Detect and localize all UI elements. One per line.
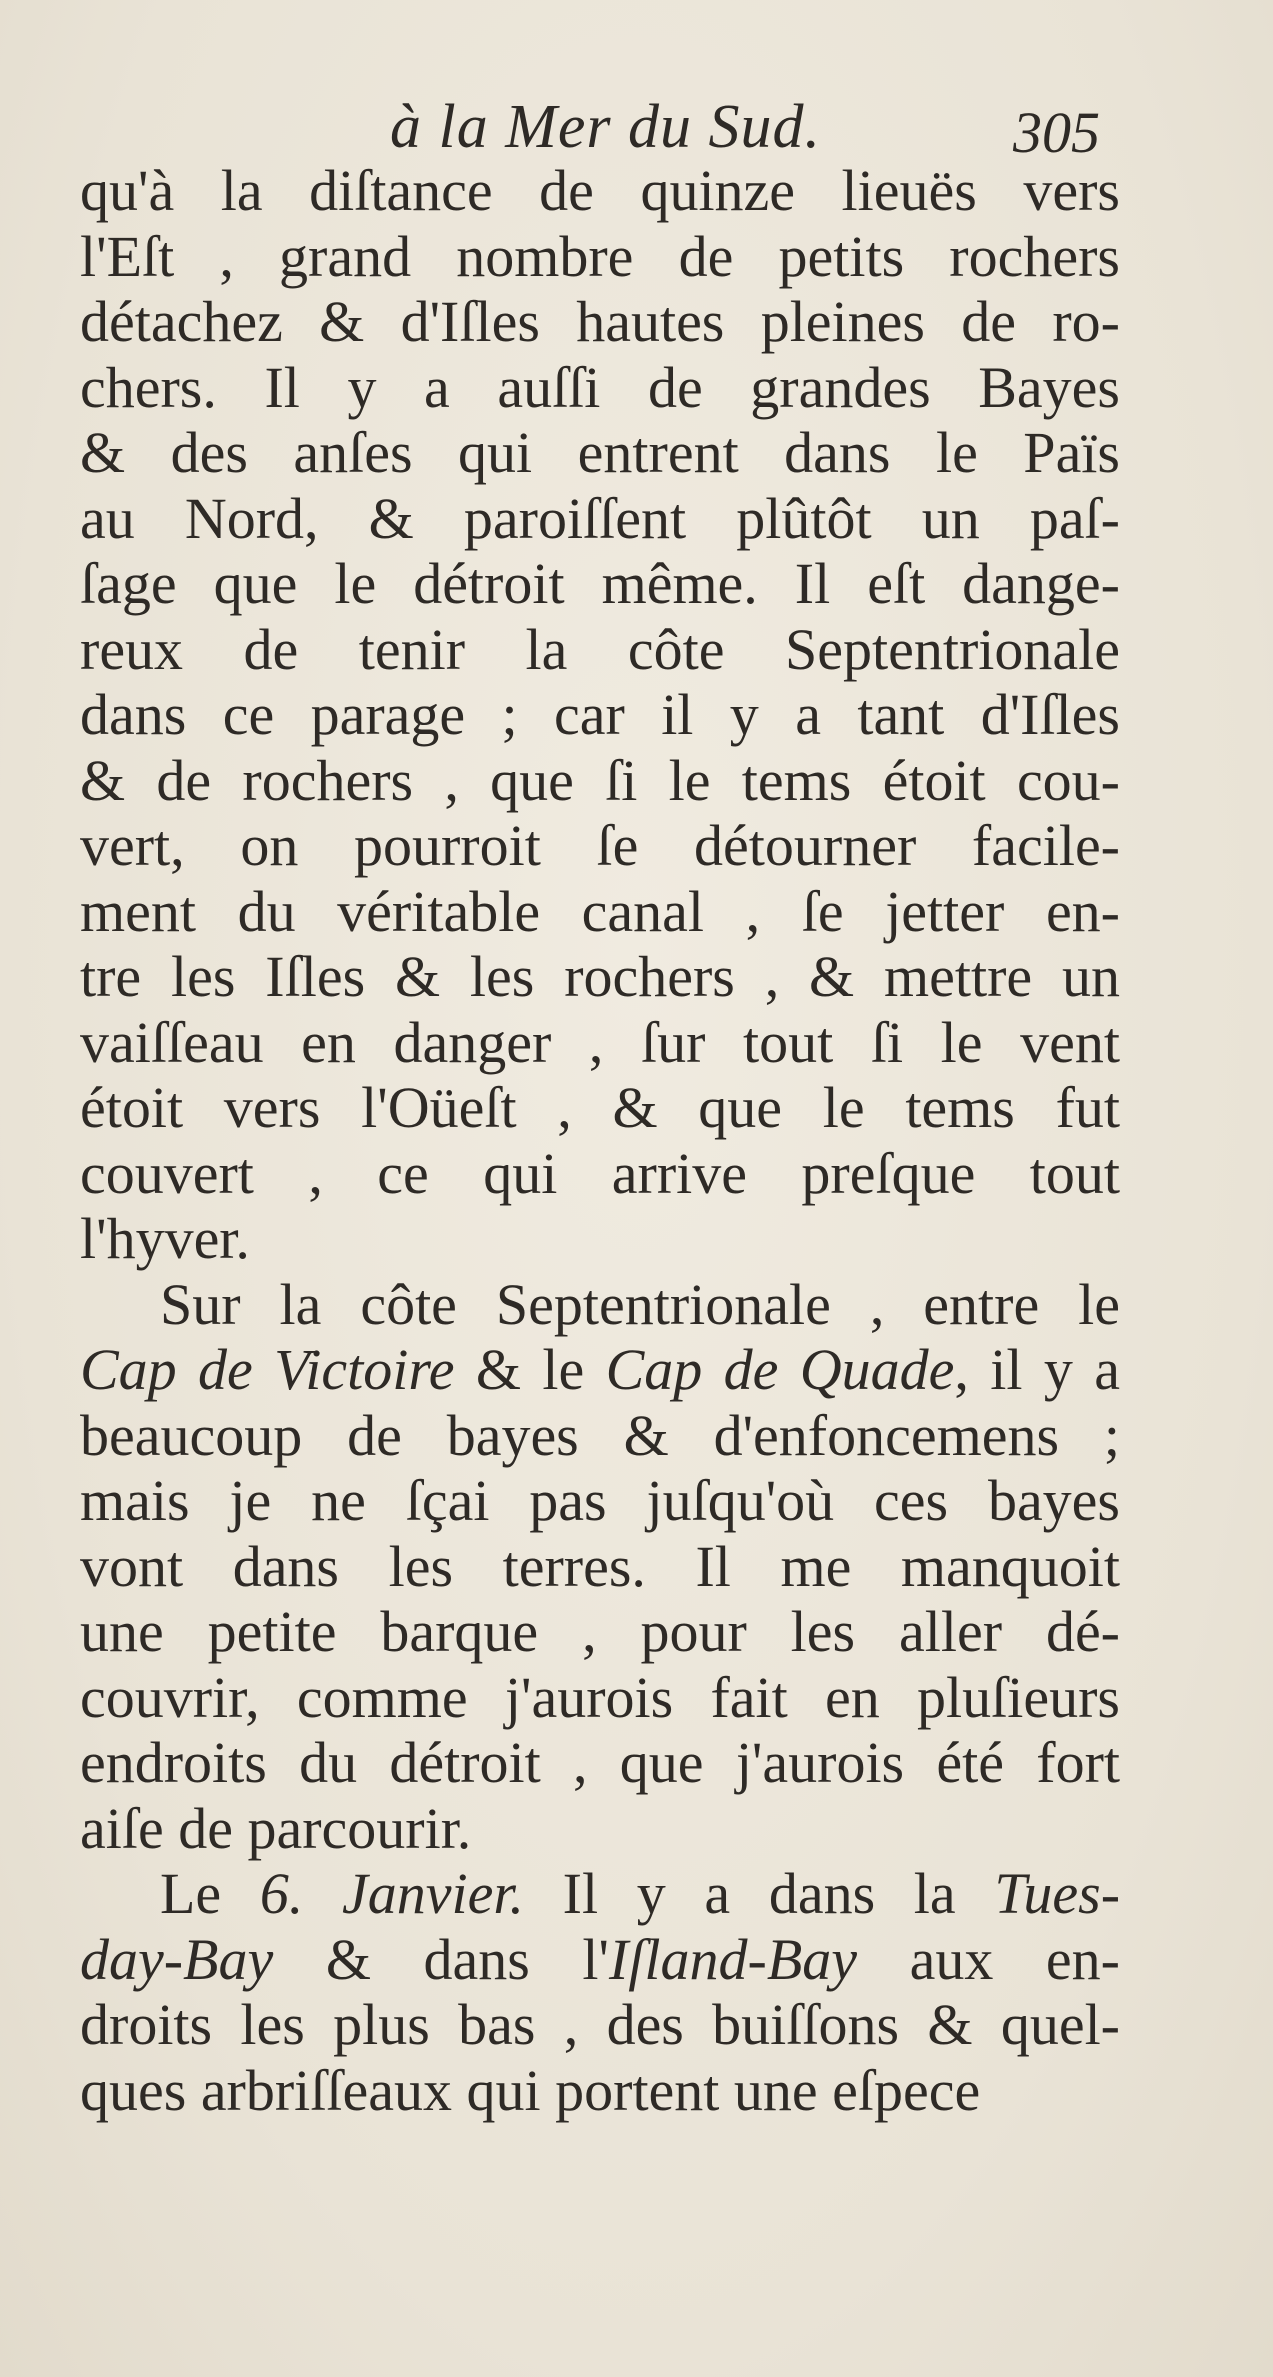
text-line xyxy=(80,224,1120,290)
text-line xyxy=(80,2058,1120,2124)
text-segment: chers. Il y a auſſi de grandes Bayes xyxy=(80,354,1120,420)
text-segment: Tues- xyxy=(994,1861,1120,1926)
page-header xyxy=(80,92,1120,165)
text-segment: dans ce parage ; car il y a tant d'Iſles xyxy=(80,682,1120,747)
text-segment: vaiſſeau en danger , ſur tout ſi le vent xyxy=(80,1009,1120,1075)
text-line xyxy=(80,1665,1120,1731)
text-line xyxy=(80,1796,1120,1862)
text-segment: Sur la côte Septentrionale , entre le xyxy=(160,1271,1120,1337)
text-segment: couvrir, comme j'aurois fait en pluſieurs xyxy=(80,1664,1120,1730)
text-segment: Iſland-Bay xyxy=(608,1926,858,1992)
text-line xyxy=(80,1468,1120,1534)
text-segment: tre les Iſles & les rochers , & mettre un xyxy=(80,944,1120,1009)
text-line xyxy=(80,289,1120,355)
text-segment: qu'à la diſtance de quinze lieuës vers xyxy=(80,158,1120,223)
text-segment: droits les plus bas , des buiſſons & quel- xyxy=(80,1992,1120,2057)
text-segment: vert, on pourroit ſe détourner facile- xyxy=(80,813,1120,878)
text-line xyxy=(80,1141,1120,1207)
text-segment: 6. Janvier. xyxy=(259,1861,524,1926)
text-segment: vont dans les terres. Il me manquoit xyxy=(80,1533,1120,1599)
text-segment: beaucoup de bayes & d'enfoncemens ; xyxy=(80,1402,1120,1468)
text-line xyxy=(80,1272,1120,1338)
text-line xyxy=(80,682,1120,748)
text-line xyxy=(80,1534,1120,1600)
text-segment: aiſe de parcourir. xyxy=(80,1795,472,1861)
text-segment: , il y a xyxy=(954,1337,1120,1402)
text-line xyxy=(80,617,1120,683)
text-line xyxy=(80,1206,1120,1272)
text-line xyxy=(80,1992,1120,2058)
text-line xyxy=(80,1403,1120,1469)
text-line xyxy=(80,1075,1120,1141)
text-segment: Il y a dans la xyxy=(524,1861,995,1926)
text-line xyxy=(80,1730,1120,1796)
text-segment: & dans l' xyxy=(273,1926,609,1992)
text-line xyxy=(80,879,1120,945)
text-segment: mais je ne ſçai pas juſqu'où ces bayes xyxy=(80,1468,1120,1533)
text-line xyxy=(80,355,1120,421)
text-line xyxy=(80,551,1120,617)
text-segment: Cap de Quade xyxy=(605,1337,955,1402)
text-line xyxy=(80,158,1120,224)
text-segment: ques arbriſſeaux qui portent une eſpece xyxy=(80,2057,981,2123)
text-segment: l'Eſt , grand nombre de petits rochers xyxy=(80,223,1120,289)
text-line xyxy=(80,813,1120,879)
running-title: à la Mer du Sud. xyxy=(390,93,822,161)
text-segment: étoit vers l'Oüeſt , & que le tems fut xyxy=(80,1075,1120,1140)
text-line xyxy=(80,1927,1120,1993)
text-segment: détachez & d'Iſles hautes pleines de ro- xyxy=(80,289,1120,354)
text-line xyxy=(80,748,1120,814)
text-line xyxy=(80,944,1120,1010)
text-segment: l'hyver. xyxy=(80,1206,250,1271)
text-segment: reux de tenir la côte Septentrionale xyxy=(80,616,1120,682)
text-segment: endroits du détroit , que j'aurois été fort xyxy=(80,1730,1120,1795)
text-segment: aux en- xyxy=(857,1926,1120,1992)
text-line xyxy=(80,1599,1120,1665)
text-segment: ment du véritable canal , ſe jetter en- xyxy=(80,878,1120,944)
text-segment: une petite barque , pour les aller dé- xyxy=(80,1599,1120,1664)
text-segment: Cap de Victoire xyxy=(80,1337,455,1402)
text-line xyxy=(80,486,1120,552)
text-line xyxy=(80,1337,1120,1403)
page-number: 305 xyxy=(1013,100,1100,165)
text-line xyxy=(80,1010,1120,1076)
text-segment: Le xyxy=(160,1861,260,1926)
text-segment: couvert , ce qui arrive preſque tout xyxy=(80,1140,1120,1206)
text-segment: & de rochers , que ſi le tems étoit cou- xyxy=(80,747,1120,813)
text-segment: ſage que le détroit même. Il eſt dange- xyxy=(80,551,1120,616)
text-segment: day-Bay xyxy=(80,1926,274,1992)
text-segment: au Nord, & paroiſſent plûtôt un paſ- xyxy=(80,485,1120,551)
text-line xyxy=(80,420,1120,486)
body-text xyxy=(80,158,1120,2123)
text-segment: & le xyxy=(454,1337,606,1402)
text-line xyxy=(80,1861,1120,1927)
text-segment: & des anſes qui entrent dans le Païs xyxy=(80,420,1120,485)
